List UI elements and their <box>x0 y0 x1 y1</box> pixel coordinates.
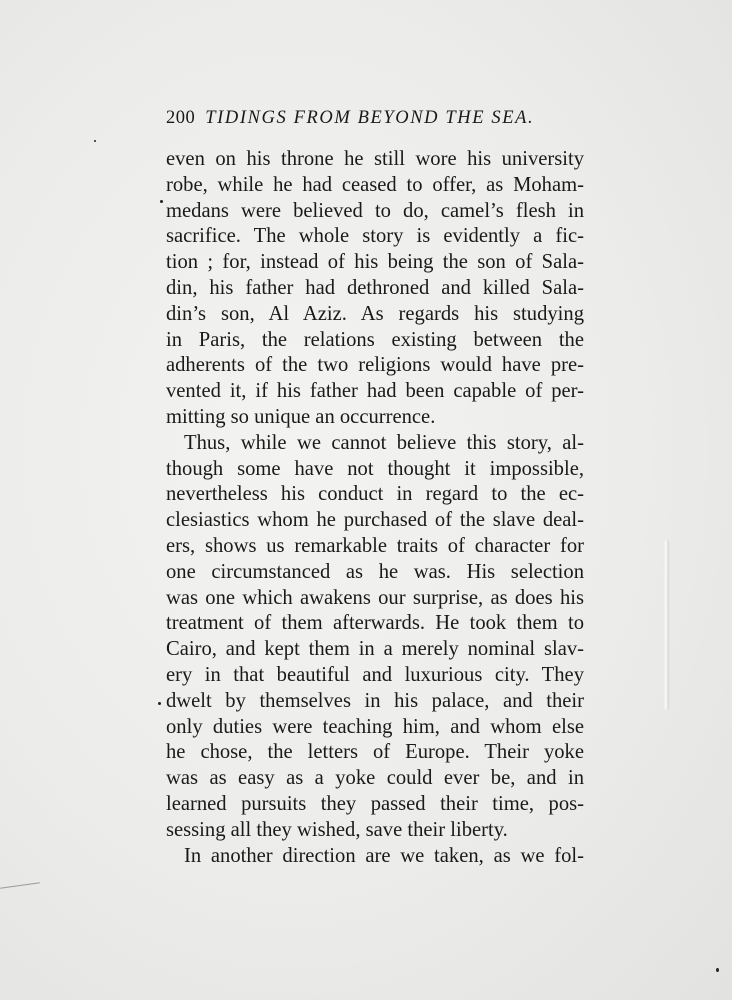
ink-speck <box>160 200 163 203</box>
text-line: even on his throne he still wore his university <box>166 148 584 170</box>
text-line: sacrifice. The whole story is evidently a fic- <box>166 225 584 248</box>
running-title: TIDINGS FROM BEYOND THE SEA. <box>205 108 535 128</box>
text-line: nevertheless his conduct in regard to the ec- <box>166 483 584 506</box>
text-line: mitting so unique an occurrence. <box>166 405 436 428</box>
text-line: Thus, while we cannot believe this story, al- <box>184 431 584 454</box>
paper-scratch <box>0 882 40 889</box>
text-line: treatment of them afterwards. He took them to <box>166 612 584 635</box>
page-number: 200 <box>166 108 196 128</box>
text-line: vented it, if his father had been capable of per- <box>166 380 584 403</box>
text-line: clesiastics whom he purchased of the slave deal- <box>166 509 584 532</box>
ink-speck <box>158 702 161 705</box>
text-line: tion ; for, instead of his being the son of Sala- <box>166 251 584 274</box>
text-line: one circumstanced as he was. His selection <box>166 560 584 583</box>
text-line: medans were believed to do, camel’s flesh in <box>166 199 584 222</box>
ink-speck <box>716 968 719 972</box>
running-head <box>166 106 566 130</box>
paper-crease <box>664 540 670 710</box>
text-line: sessing all they wished, save their liberty. <box>166 818 508 841</box>
text-line: was one which awakens our surprise, as does his <box>166 586 584 609</box>
text-line: dwelt by themselves in his palace, and their <box>166 689 584 712</box>
text-line: din, his father had dethroned and killed Sala- <box>166 276 584 299</box>
text-line: Cairo, and kept them in a merely nominal slav- <box>166 638 584 661</box>
text-line: he chose, the letters of Europe. Their yoke <box>166 741 584 764</box>
text-line: though some have not thought it impossible, <box>166 457 584 480</box>
text-line: learned pursuits they passed their time, pos- <box>166 792 584 815</box>
text-line: din’s son, Al Aziz. As regards his studying <box>166 302 584 325</box>
text-line: in Paris, the relations existing between the <box>166 328 584 351</box>
text-line: ery in that beautiful and luxurious city. They <box>166 663 584 686</box>
text-line: only duties were teaching him, and whom else <box>166 715 584 738</box>
text-line: was as easy as a yoke could ever be, and in <box>166 767 584 790</box>
text-line: ers, shows us remarkable traits of character for <box>166 534 584 557</box>
text-line: adherents of the two religions would have pre- <box>166 354 584 377</box>
ink-speck <box>94 140 96 142</box>
text-line: robe, while he had ceased to offer, as Moham- <box>166 173 584 196</box>
text-line: In another direction are we taken, as we fol- <box>184 844 584 867</box>
body-text <box>166 147 584 869</box>
